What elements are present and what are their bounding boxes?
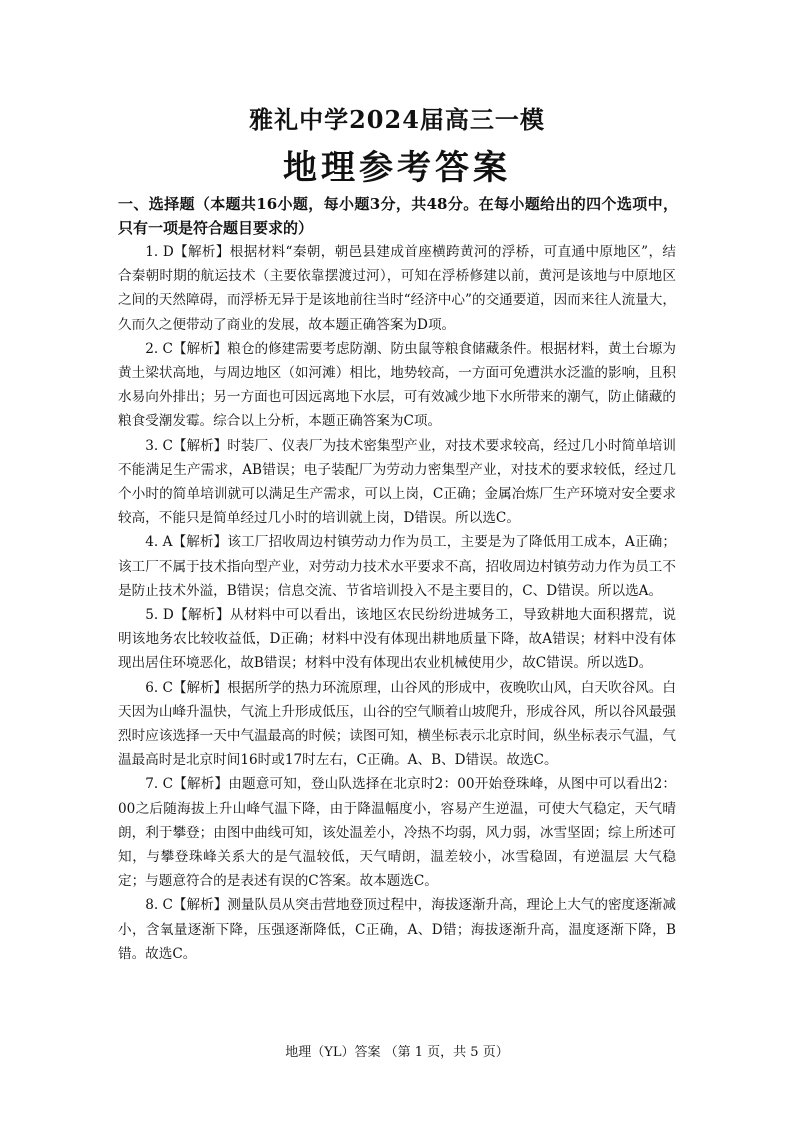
answer-item-8: 8. C【解析】测量队员从突击营地登顶过程中，海拔逐渐升高，理论上大气的密度逐渐减小，含氧量逐渐下降，压强逐渐降低，C正确，A、D错；海拔逐渐升高，温度逐渐下降，B错。故选C。 (118, 897, 676, 962)
answer-item-2: 2. C【解析】粮仓的修建需要考虑防潮、防虫鼠等粮食储藏条件。根据材料，黄土台塬为黄土梁状高地，与周边地区（如河滩）相比，地势较高，一方面可免遭洪水泛滥的影响，且积水易向外排出；另一方面也可因远离地下水层，可有效减少地下水所带来的潮气，防止储藏的粮食受潮发霉。综合以上分析，本题正确答案为C项。 (118, 340, 676, 430)
answer-item-1: 1. D【解析】根据材料“秦朝，朝邑县建成首座横跨黄河的浮桥，可直通中原地区”，结合秦朝时期的航运技术（主要依靠摆渡过河），可知在浮桥修建以前，黄河是该地与中原地区之间的天然障碍，而浮桥无异于是该地前往当时“经济中心”的交通要道，因而来往人流量大，久而久之便带动了商业的发展，故本题正确答案为D项。 (118, 244, 676, 333)
page-footer: 地理（YL）答案 （第 1 页，共 5 页） (285, 1045, 509, 1060)
answer-item-3: 3. C【解析】时装厂、仪表厂为技术密集型产业，对技术要求较高，经过几小时简单培训不能满足生产需求，AB错误；电子装配厂为劳动力密集型产业，对技术的要求较低，经过几个小时的简单培训就可以满足生产需求，可以上岗，C正确；金属冶炼厂生产环境对安全要求较高，不能只是简单经过几小时的培训就上岗，D错误。所以选C。 (118, 437, 676, 527)
school-title: 雅礼中学2024届高三一模 (249, 105, 545, 134)
page-title: 地理参考答案 (283, 148, 511, 188)
section-heading: 一、选择题（本题共16小题，每小题3分，共48分。在每小题给出的四个选项中，只有一项是符合题目要求的） (118, 195, 678, 237)
answer-item-6: 6. C【解析】根据所学的热力环流原理，山谷风的形成中，夜晚吹山风，白天吹谷风。白天因为山峰升温快，气流上升形成低压，山谷的空气顺着山坡爬升，形成谷风，所以谷风最强烈时应该选择一天中气温最高的时候；读图可知，横坐标表示北京时间，纵坐标表示气温，气温最高时是北京时间16时或17时左右，C正确。A、B、D错误。故选C。 (118, 679, 676, 769)
answer-item-4: 4. A【解析】该工厂招收周边村镇劳动力作为员工，主要是为了降低用工成本，A正确；该工厂不属于技术指向型产业，对劳动力技术水平要求不高，招收周边村镇劳动力作为员工不是防止技术外溢，B错误；信息交流、节省培训投入不是主要目的，C、D错误。所以选A。 (118, 534, 676, 599)
answer-item-5: 5. D【解析】从材料中可以看出，该地区农民纷纷进城务工，导致耕地大面积撂荒，说明该地务农比较收益低，D正确；材料中没有体现出耕地质量下降，故A错误；材料中没有体现出居住环境恶化，故B错误；材料中没有体现出农业机械使用少，故C错误。所以选D。 (118, 607, 676, 672)
answer-list (118, 240, 676, 966)
answer-item-7: 7. C【解析】由题意可知，登山队选择在北京时2：00开始登珠峰，从图中可以看出2：00之后随海拔上升山峰气温下降，由于降温幅度小，容易产生逆温，可使大气稳定，天气晴朗，利于攀登；由图中曲线可知，该处温差小，冷热不均弱，风力弱，冰雪坚固；综上所述可知，与攀登珠峰关系大的是气温较低，天气晴朗，温差较小，冰雪稳固，有逆温层 大气稳定；与题意符合的是表述有误的C答案。故本题选C。 (118, 776, 676, 890)
